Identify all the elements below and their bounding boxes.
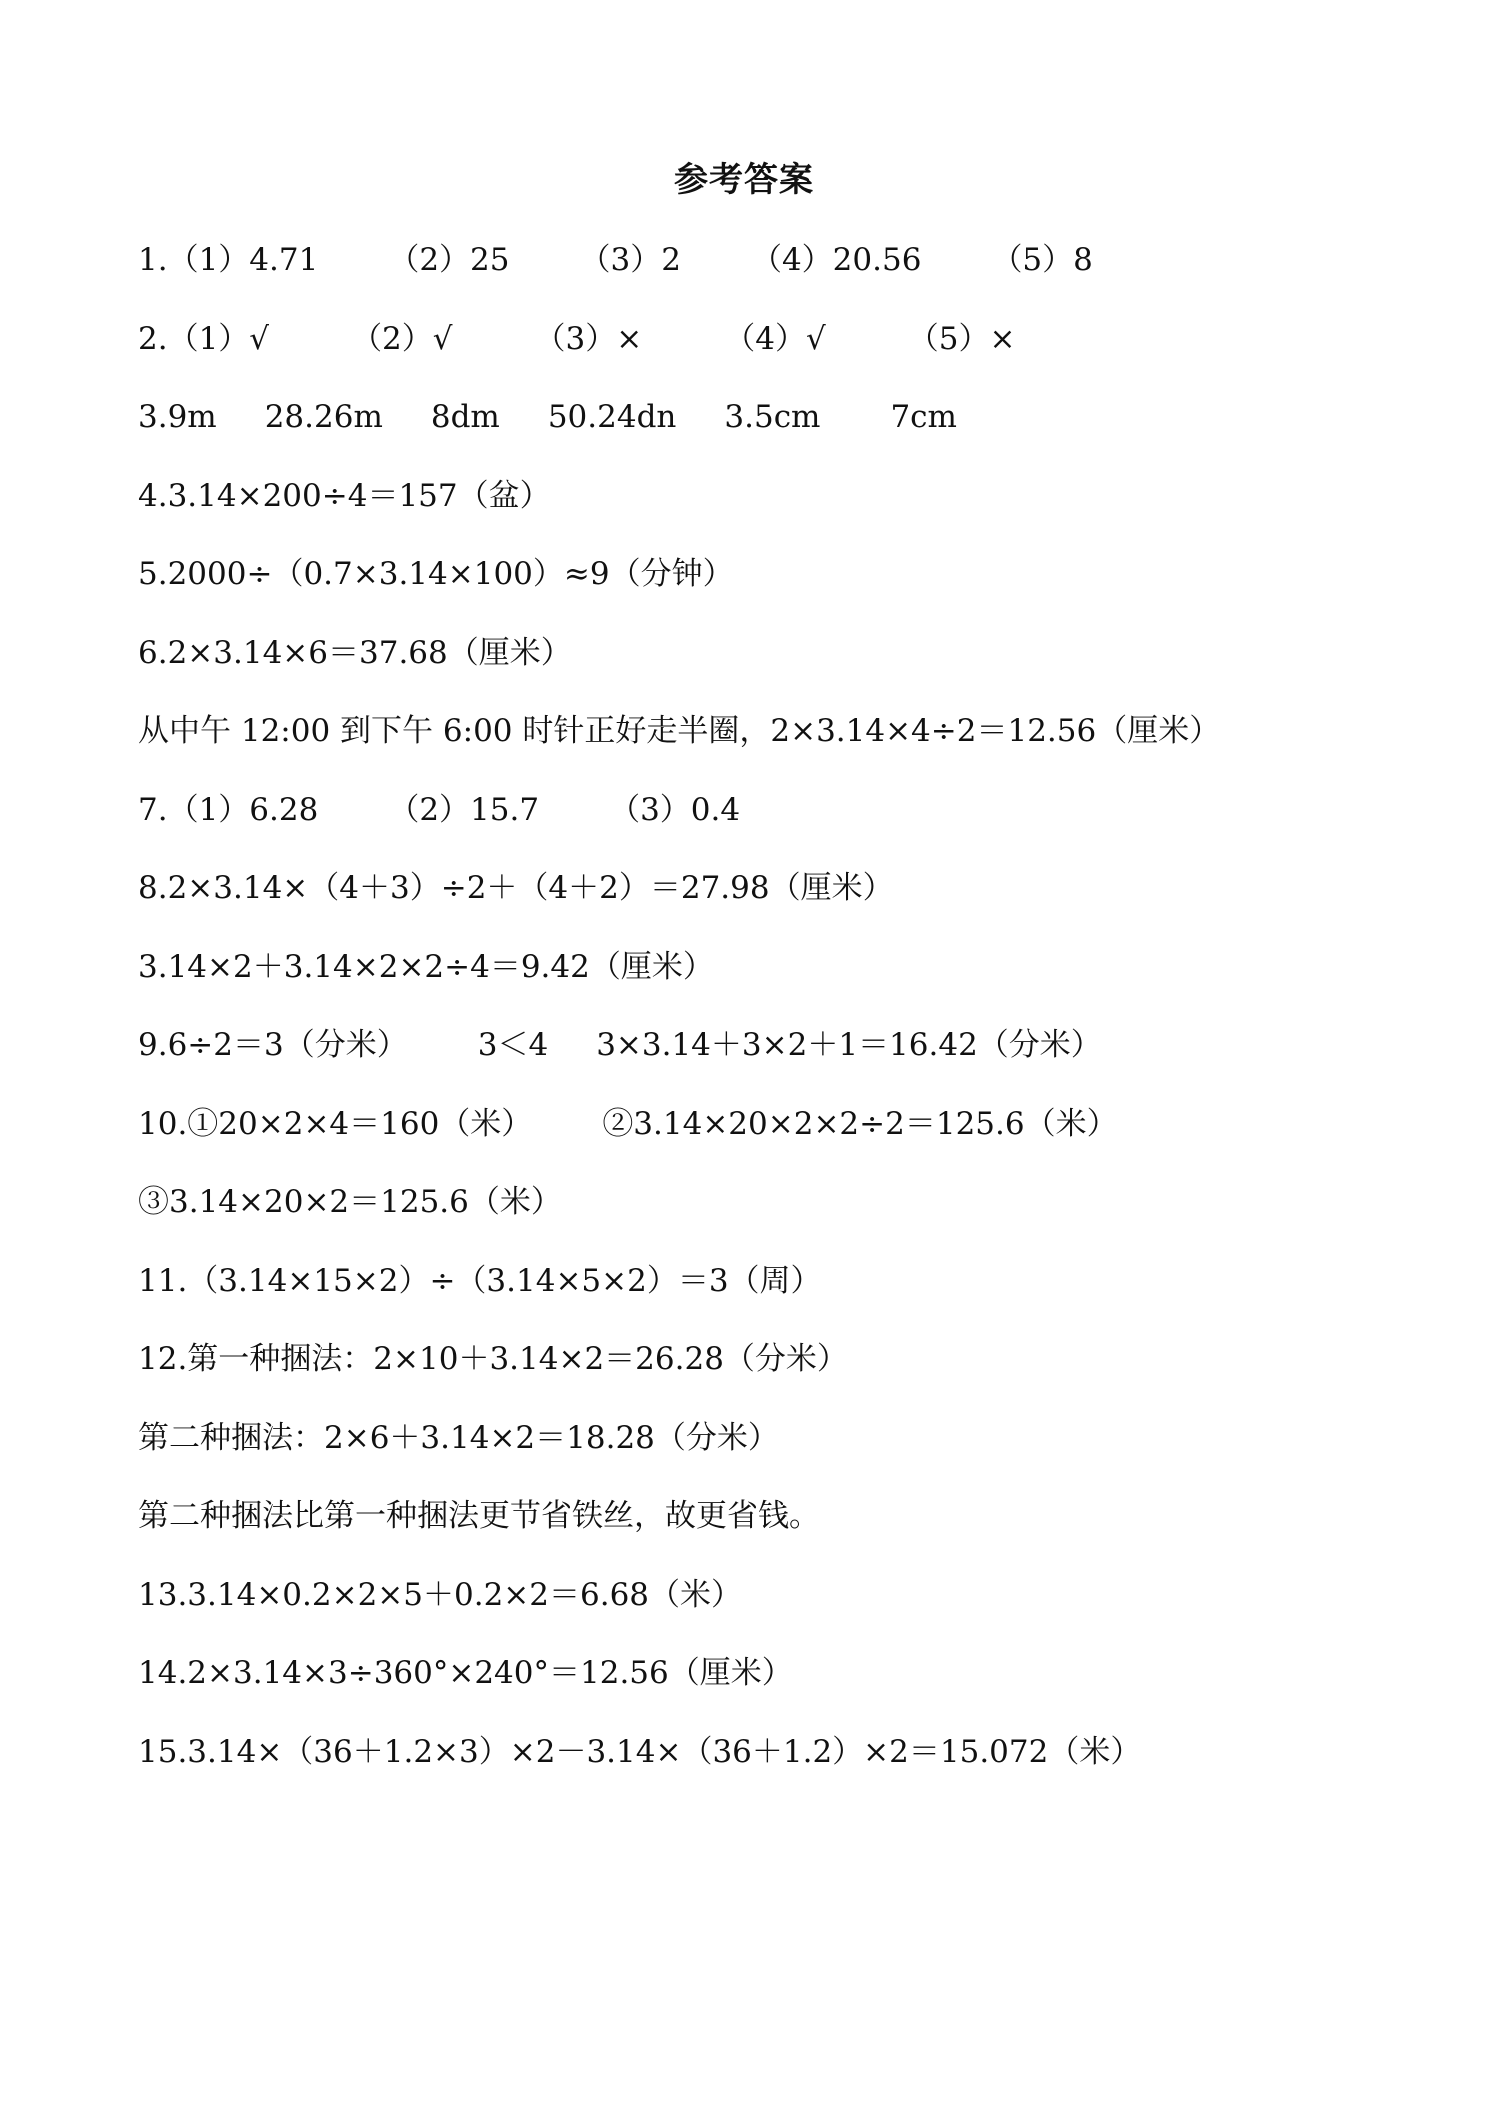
answer-8 <box>138 864 1438 943</box>
answer-1 <box>138 236 1438 315</box>
answer-3-part-1: 3.9m <box>138 399 217 435</box>
answer-2-part-1: 2.（1）√ <box>138 320 270 357</box>
answer-6-explanation: 从中午 12:00 到下午 6:00 时针正好走半圈，2×3.14×4÷2＝12.56（厘米） <box>138 713 1221 749</box>
answer-10-part-2: ②3.14×20×2×2÷2＝125.6（米） <box>602 1105 1118 1142</box>
answer-4-text: 4.3.14×200÷4＝157（盆） <box>138 477 551 514</box>
answer-6-continued <box>138 707 1438 786</box>
answer-12-continued <box>138 1414 1438 1493</box>
answer-8-continued <box>138 943 1438 1022</box>
answer-2-part-4: （4）√ <box>724 320 826 357</box>
answer-1-part-3: （3）2 <box>579 242 681 278</box>
answer-12-second-method: 第二种捆法：2×6＋3.14×2＝18.28（分米） <box>138 1419 779 1456</box>
answer-5 <box>138 550 1438 629</box>
answer-14 <box>138 1649 1438 1728</box>
answer-4 <box>138 472 1438 551</box>
answer-15-text: 15.3.14×（36＋1.2×3）×2－3.14×（36＋1.2）×2＝15.072（米） <box>138 1733 1142 1770</box>
answer-12-conclusion <box>138 1492 1438 1571</box>
page-title: 参考答案 <box>674 160 814 200</box>
answer-10-part-3: ③3.14×20×2＝125.6（米） <box>138 1184 562 1220</box>
answer-9-part-1: 9.6÷2＝3（分米） <box>138 1027 408 1063</box>
answer-14-text: 14.2×3.14×3÷360°×240°＝12.56（厘米） <box>138 1655 793 1691</box>
answer-3-part-4: 50.24dn <box>547 399 677 435</box>
answer-11-text: 11.（3.14×15×2）÷（3.14×5×2）＝3（周） <box>138 1262 822 1299</box>
answer-9-part-3: 3×3.14＋3×2＋1＝16.42（分米） <box>596 1027 1102 1063</box>
answer-7-part-3: （3）0.4 <box>609 791 741 828</box>
answer-7-part-2: （2）15.7 <box>388 791 540 828</box>
answer-6 <box>138 629 1438 708</box>
answer-9-part-2: 3＜4 <box>477 1027 549 1063</box>
answer-12-conclusion-text: 第二种捆法比第一种捆法更节省铁丝，故更省钱。 <box>138 1498 820 1534</box>
answer-11 <box>138 1257 1438 1336</box>
answer-1-part-5: （5）8 <box>991 242 1093 278</box>
answer-1-part-2: （2）25 <box>388 242 510 278</box>
answer-3-part-6: 7cm <box>890 399 957 435</box>
answer-7-part-1: 7.（1）6.28 <box>138 791 319 828</box>
answer-3-part-5: 3.5cm <box>724 399 821 435</box>
answer-12-first-method: 12.第一种捆法：2×10＋3.14×2＝26.28（分米） <box>138 1341 848 1377</box>
answer-10-continued <box>138 1178 1438 1257</box>
answer-6-text: 6.2×3.14×6＝37.68（厘米） <box>138 634 572 671</box>
answer-12 <box>138 1335 1438 1414</box>
answer-2-part-3: （3）× <box>534 320 643 357</box>
answer-13-text: 13.3.14×0.2×2×5＋0.2×2＝6.68（米） <box>138 1576 743 1613</box>
answer-7 <box>138 786 1438 865</box>
answer-3-part-3: 8dm <box>430 399 500 435</box>
answer-8-second-step: 3.14×2＋3.14×2×2÷4＝9.42（厘米） <box>138 948 714 985</box>
answer-2-part-2: （2）√ <box>351 320 453 357</box>
answer-3 <box>138 393 1438 472</box>
answer-8-text: 8.2×3.14×（4＋3）÷2＋（4＋2）＝27.98（厘米） <box>138 870 894 906</box>
answer-1-part-4: （4）20.56 <box>750 242 922 278</box>
answer-2 <box>138 315 1438 394</box>
answer-1-part-1: 1.（1）4.71 <box>138 242 319 278</box>
answer-3-part-2: 28.26m <box>264 399 383 435</box>
answer-9 <box>138 1021 1438 1100</box>
answer-10 <box>138 1100 1438 1179</box>
answer-15 <box>138 1728 1438 1807</box>
answer-5-text: 5.2000÷（0.7×3.14×100）≈9（分钟） <box>138 556 734 592</box>
answer-13 <box>138 1571 1438 1650</box>
answer-2-part-5: （5）× <box>907 320 1016 357</box>
answer-list <box>138 236 1438 1806</box>
answer-10-part-1: 10.①20×2×4＝160（米） <box>138 1105 533 1142</box>
